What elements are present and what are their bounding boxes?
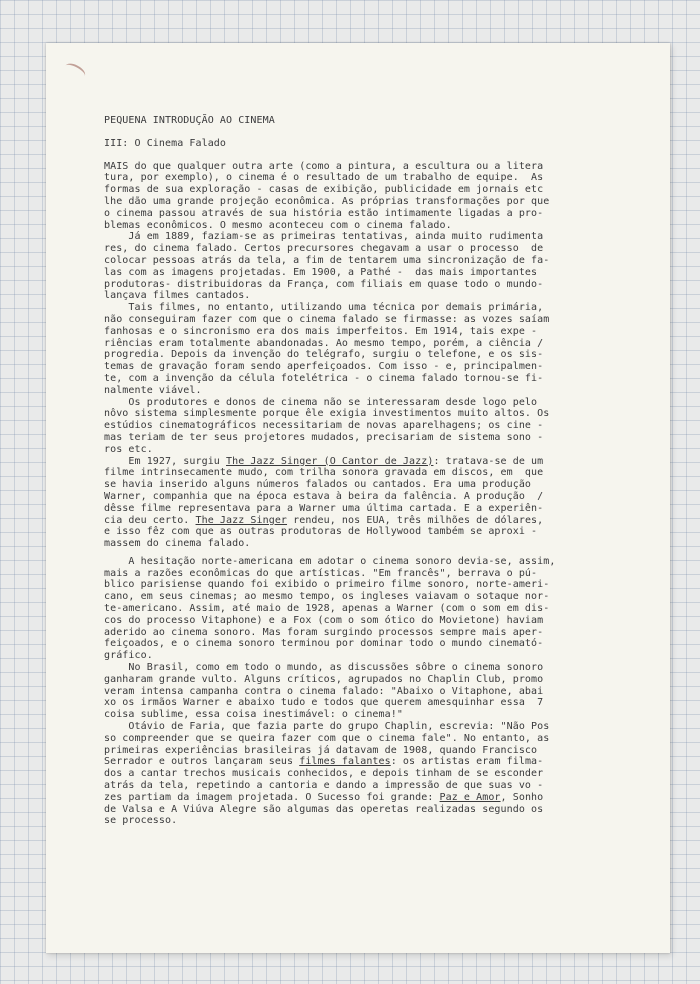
text-line: No Brasil, como em todo o mundo, as discussões sôbre o cinema sonoro <box>104 662 544 674</box>
text-line: ros etc. <box>104 443 153 455</box>
text-line: ganharam grande vulto. Alguns críticos, agrupados no Chaplin Club, promo <box>104 673 544 685</box>
text-line: formas de sua exploração - casas de exibição, publicidade em jornais etc <box>104 184 544 196</box>
text-line: o cinema passou através de sua história estão intimamente ligadas a pro- <box>104 207 544 219</box>
text-line: res, do cinema falado. Certos precursores chegavam a usar o processo de <box>104 243 544 255</box>
text-segment: cia deu certo. <box>104 514 196 526</box>
text-line: lançava filmes cantados. <box>104 290 251 302</box>
text-line: cano, em seus cinemas; ao mesmo tempo, os ingleses vaiavam o sotaque nor- <box>104 591 550 603</box>
text-line: de Valsa e A Viúva Alegre são algumas das operetas realizadas segundo os <box>104 803 544 815</box>
text-line: te, com a invenção da célula fotelétrica - o cinema falado tornou-se fi- <box>104 372 544 384</box>
text-line <box>104 792 636 804</box>
text-line: lhe dão uma grande projeção econômica. As próprias transformações por que <box>104 195 550 207</box>
text-line: blemas econômicos. O mesmo aconteceu com o cinema falado. <box>104 219 452 231</box>
text-line: colocar pessoas atrás da tela, a fim de tentarem uma sincronização de fa- <box>104 254 550 266</box>
text-line: veram intensa campanha contra o cinema falado: "Abaixo o Vitaphone, abai <box>104 685 544 697</box>
text-line: dêsse filme representava para a Warner uma última cartada. E a experiên- <box>104 502 544 514</box>
text-line: aderido ao cinema sonoro. Mas foram surgindo processos sempre mais aper- <box>104 626 544 638</box>
section-subtitle: III: O Cinema Falado <box>104 137 227 149</box>
text-line: Tais filmes, no entanto, utilizando uma técnica por demais primária, <box>104 302 544 314</box>
text-line: Warner, companhia que na época estava à beira da falência. A produção / <box>104 490 544 502</box>
film-term-underlined: filmes falantes <box>299 756 391 768</box>
text-line <box>104 515 636 527</box>
text-line: A hesitação norte-americana em adotar o cinema sonoro devia-se, assim, <box>104 555 556 567</box>
document-title: PEQUENA INTRODUÇÃO AO CINEMA <box>104 115 275 126</box>
text-line: Já em 1889, faziam-se as primeiras tentativas, ainda muito rudimenta <box>104 231 544 243</box>
text-line: MAIS do que qualquer outra arte (como a pintura, a escultura ou a litera <box>104 160 544 172</box>
text-line: se processo. <box>104 815 178 827</box>
text-segment: Em 1927, surgiu <box>104 455 227 467</box>
film-title-underlined: Paz e Amor <box>439 791 501 803</box>
text-segment: zes partiam da imagem projetada. O Sucesso foi grande: <box>104 791 440 803</box>
text-line: Os produtores e donos de cinema não se interessaram desde logo pelo <box>104 396 538 408</box>
text-line: mas teriam de ter seus projetores mudados, precisariam de sistema sono - <box>104 431 544 443</box>
text-line: riências eram totalmente abandonadas. Ao mesmo tempo, porém, a ciência / <box>104 337 544 349</box>
text-line: mais a razões econômicas do que artísticas. "Em francês", berrava o pú- <box>104 567 538 579</box>
text-line <box>104 756 636 768</box>
text-line: dos a cantar trechos musicais conhecidos, e depois tinham de se esconder <box>104 768 544 780</box>
text-line: te-americano. Assim, até maio de 1928, apenas a Warner (com o som em dis- <box>104 603 550 615</box>
text-line: xo os irmãos Warner e abaixo tudo e todos que querem amesquinhar essa 7 <box>104 697 544 709</box>
text-line: atrás da tela, repetindo a cantoria e dando a impressão de que suas vo - <box>104 780 544 792</box>
text-line: coisa sublime, essa coisa inestimável: o cinema!" <box>104 709 403 721</box>
text-line: tura, por exemplo), o cinema é o resultado de um trabalho de equipe. As <box>104 172 544 184</box>
text-segment: : os artistas eram filma- <box>390 756 544 768</box>
text-segment: , Sonho <box>500 791 544 803</box>
text-line: gráfico. <box>104 650 153 662</box>
text-line: nalmente viável. <box>104 384 202 396</box>
text-line: progredia. Depois da invenção do telégrafo, surgiu o telefone, e os sis- <box>104 349 544 361</box>
text-line: filme intrinsecamente mudo, com trilha sonora gravada em discos, em que <box>104 467 544 479</box>
text-line: Otávio de Faria, que fazia parte do grupo Chaplin, escrevia: "Não Pos <box>104 721 550 733</box>
text-line: e isso fêz com que as outras produtoras de Hollywood também se aproxi - <box>104 526 538 538</box>
typed-page <box>46 43 670 953</box>
paragraphs-block-2 <box>104 556 636 757</box>
text-line: massem do cinema falado. <box>104 538 251 550</box>
text-line: temas de gravação foram sendo aperfeiçoados. Com isso - e, principalmen- <box>104 361 544 373</box>
text-line <box>104 456 636 468</box>
paragraph-jazz-singer <box>104 456 636 550</box>
text-segment: : tratava-se de um <box>433 455 544 467</box>
film-title-underlined: The Jazz Singer (O Cantor de Jazz) <box>226 455 434 467</box>
text-line: blico parisiense quando foi exibido o primeiro filme sonoro, norte-ameri- <box>104 579 550 591</box>
text-line: produtoras- distribuidoras da França, com filiais em quase todo o mundo- <box>104 278 544 290</box>
paragraphs-block-1 <box>104 161 636 456</box>
text-line: nôvo sistema simplesmente porque êle exigia investimentos muito altos. Os <box>104 408 550 420</box>
typed-text <box>104 115 636 827</box>
paragraph-filmes-falantes <box>104 756 636 827</box>
text-line: estúdios cinematográficos necessitariam de novas aparelhagens; os cine - <box>104 420 544 432</box>
stain-mark <box>62 61 87 82</box>
text-segment: rendeu, nos EUA, três milhões de dólares, <box>287 514 544 526</box>
text-line: las com as imagens projetadas. Em 1900, a Pathé - das mais importantes <box>104 266 538 278</box>
text-line: so compreender que se queira fazer com que o cinema fale". No entanto, as <box>104 732 550 744</box>
text-segment: Serrador e outros lançaram seus <box>104 756 300 768</box>
text-line: cos do processo Vitaphone) e a Fox (com o som ótico do Movietone) haviam <box>104 614 544 626</box>
film-title-underlined: The Jazz Singer <box>195 514 288 526</box>
text-line: se havia inserido alguns números falados ou cantados. Era uma produção <box>104 479 532 491</box>
text-line: primeiras experiências brasileiras já datavam de 1908, quando Francisco <box>104 744 538 756</box>
text-line: não conseguiram fazer com que o cinema falado se firmasse: as vozes saíam <box>104 313 550 325</box>
text-line: feiçoados, e o cinema sonoro terminou por dominar todo o mundo cinemató- <box>104 638 544 650</box>
text-line: fanhosas e o sincronismo era dos mais imperfeitos. Em 1914, tais expe - <box>104 325 538 337</box>
